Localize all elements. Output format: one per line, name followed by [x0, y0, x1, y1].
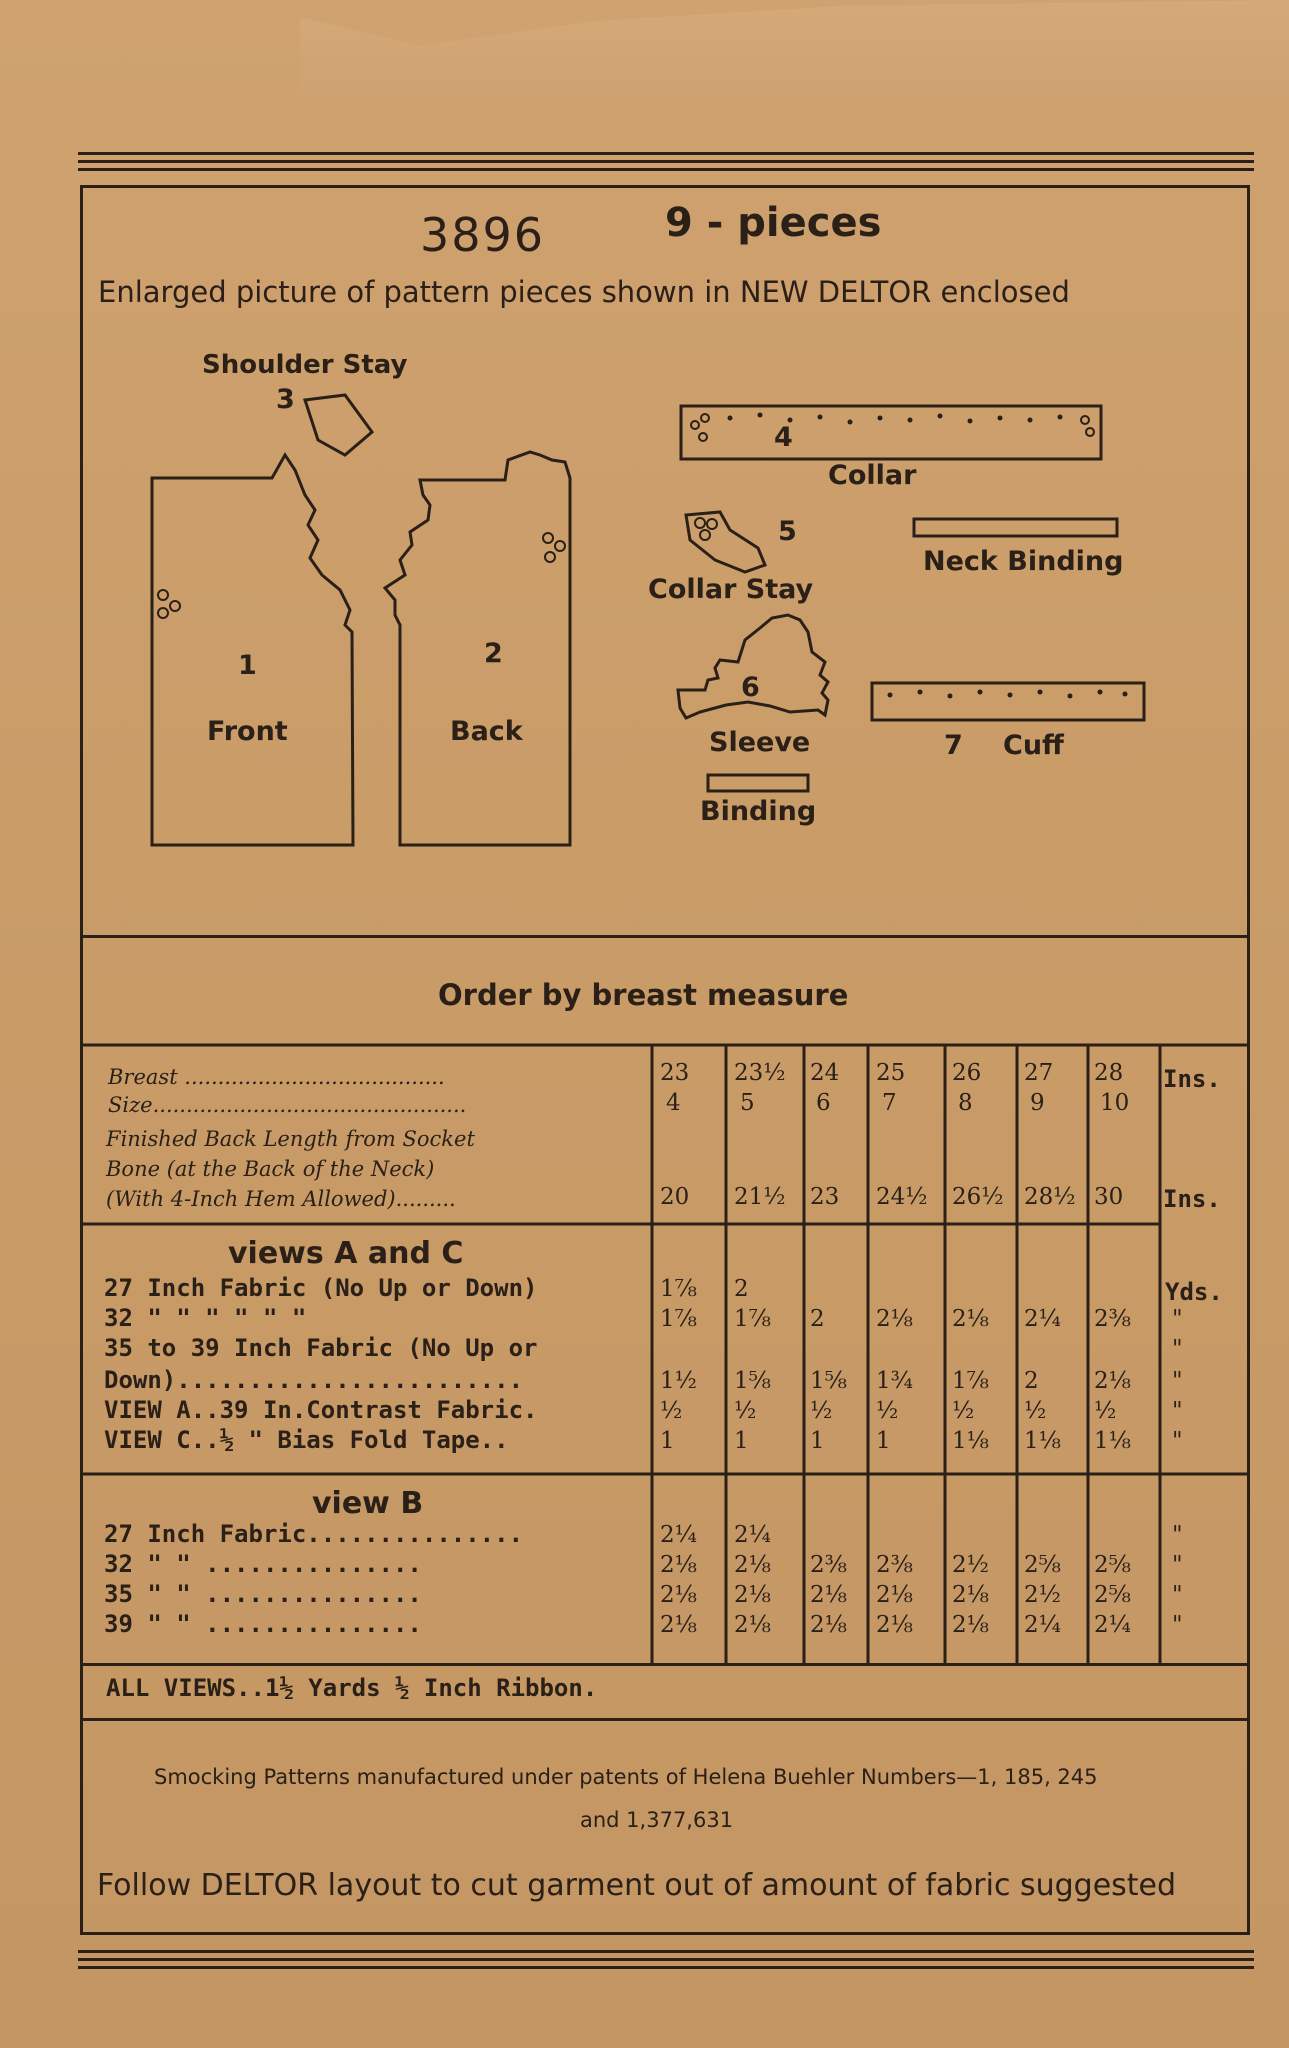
yardage-value: ½ [1024, 1398, 1047, 1424]
yardage-value: 1 [876, 1428, 891, 1454]
all-views-note: ALL VIEWS..1½ Yards ½ Inch Ribbon. [106, 1674, 598, 1702]
fabric-row-label: 32 " " " " " " [104, 1304, 307, 1332]
size-value: 4 [666, 1090, 681, 1116]
yardage-value: 1⅛ [1094, 1428, 1131, 1454]
yardage-value: 2⅛ [952, 1306, 989, 1332]
yardage-value: ½ [810, 1398, 833, 1424]
neck-binding-label: Neck Binding [923, 546, 1124, 577]
yardage-value: 1⅞ [660, 1306, 697, 1332]
yardage-value: 2⅛ [810, 1582, 847, 1608]
yardage-value: ½ [876, 1398, 899, 1424]
yardage-value: 2⅛ [876, 1612, 913, 1638]
fabric-row-label: 35 " " ............... [104, 1580, 422, 1608]
yardage-value: 1⅛ [1024, 1428, 1061, 1454]
shoulder-stay-number: 3 [276, 384, 295, 415]
breast-value: 26 [952, 1060, 982, 1086]
table-title: Order by breast measure [438, 978, 849, 1012]
cuff-label: Cuff [1003, 730, 1064, 761]
yardage-value: 2⅛ [660, 1612, 697, 1638]
yardage-value: 2¼ [1024, 1612, 1061, 1638]
yardage-value: 2½ [952, 1552, 989, 1578]
back-length-value: 20 [660, 1184, 690, 1210]
yardage-value: 2⅛ [734, 1552, 771, 1578]
yardage-value: ½ [734, 1398, 757, 1424]
yardage-value: 1 [734, 1428, 749, 1454]
ditto-mark: " [1172, 1612, 1183, 1638]
shoulder-stay-label: Shoulder Stay [202, 350, 408, 380]
back-label: Back [450, 716, 523, 747]
collar-label: Collar [828, 460, 917, 491]
yardage-value: 2 [810, 1306, 825, 1332]
yardage-value: 2⅝ [1094, 1582, 1131, 1608]
breast-value: 23 [660, 1060, 690, 1086]
yardage-value: ½ [952, 1398, 975, 1424]
breast-label: Breast ....................................... [108, 1065, 445, 1089]
yardage-value: 2⅛ [876, 1582, 913, 1608]
ditto-mark: " [1172, 1368, 1183, 1394]
yardage-value: 2⅛ [734, 1582, 771, 1608]
yardage-value: 2⅜ [810, 1552, 847, 1578]
fabric-row-label: 35 to 39 Inch Fabric (No Up or [104, 1334, 538, 1362]
yardage-value: 1⅝ [810, 1368, 847, 1394]
yardage-value: 2⅛ [660, 1582, 697, 1608]
subtitle: Enlarged picture of pattern pieces shown in NEW DELTOR enclosed [98, 275, 1070, 309]
breast-value: 25 [876, 1060, 906, 1086]
yardage-value: 1⅞ [952, 1368, 989, 1394]
back-length-value: 28½ [1024, 1184, 1076, 1210]
deltor-instruction: Follow DELTOR layout to cut garment out of amount of fabric suggested [97, 1868, 1177, 1903]
ditto-mark: " [1172, 1582, 1183, 1608]
yardage-value: 2⅛ [952, 1612, 989, 1638]
yardage-value: 1½ [660, 1368, 697, 1394]
yardage-value: 2 [734, 1276, 749, 1302]
back-length-value: 23 [810, 1184, 840, 1210]
fabric-row-label: 27 Inch Fabric............... [104, 1520, 524, 1548]
yardage-value: 2¼ [734, 1522, 771, 1548]
cuff-number: 7 [944, 730, 963, 761]
back-number: 2 [484, 638, 503, 669]
fabric-row-label: 32 " " ............... [104, 1550, 422, 1578]
pattern-number: 3896 [420, 208, 546, 262]
size-value: 6 [816, 1090, 831, 1116]
yardage-value: 2½ [1024, 1582, 1061, 1608]
yardage-value: 1⅞ [660, 1276, 697, 1302]
yardage-value: 2⅛ [952, 1582, 989, 1608]
ditto-mark: " [1172, 1552, 1183, 1578]
size-value: 7 [882, 1090, 897, 1116]
ditto-mark: " [1172, 1522, 1183, 1548]
size-value: 9 [1030, 1090, 1045, 1116]
views-ac-heading: views A and C [228, 1236, 464, 1271]
front-label: Front [207, 716, 288, 747]
sleeve-number: 6 [741, 672, 760, 703]
breast-value: 27 [1024, 1060, 1054, 1086]
binding-label: Binding [700, 796, 817, 827]
yardage-value: 2¼ [660, 1522, 697, 1548]
fabric-row-label: 39 " " ............... [104, 1610, 422, 1638]
yardage-value: 1⅞ [734, 1306, 771, 1332]
yardage-value: 2¼ [1024, 1306, 1061, 1332]
yardage-value: 2⅜ [876, 1552, 913, 1578]
view-b-heading: view B [312, 1486, 424, 1521]
patent-note: Smocking Patterns manufactured under patents of Helena Buehler Numbers—1, 185, 245 [154, 1765, 1098, 1789]
back-length-label-1: Finished Back Length from Socket [106, 1127, 475, 1151]
fabric-row-label: VIEW A..39 In.Contrast Fabric. [104, 1396, 538, 1424]
yardage-value: 2⅛ [660, 1552, 697, 1578]
yardage-value: 1¾ [876, 1368, 913, 1394]
fabric-row-label: 27 Inch Fabric (No Up or Down) [104, 1274, 538, 1302]
yardage-value: 2⅛ [876, 1306, 913, 1332]
yardage-value: 1⅛ [952, 1428, 989, 1454]
fabric-row-label: Down)........................ [104, 1366, 524, 1394]
yardage-value: 2⅝ [1094, 1552, 1131, 1578]
yardage-value: 1⅝ [734, 1368, 771, 1394]
fabric-row-label: VIEW C..½ " Bias Fold Tape.. [104, 1426, 509, 1454]
yardage-value: 2 [1024, 1368, 1039, 1394]
ditto-mark: " [1172, 1398, 1183, 1424]
yardage-value: 2⅛ [1094, 1368, 1131, 1394]
back-length-value: 30 [1094, 1184, 1124, 1210]
yardage-value: 2⅝ [1024, 1552, 1061, 1578]
yardage-value: 2⅛ [734, 1612, 771, 1638]
ditto-mark: " [1172, 1428, 1183, 1454]
yards-unit: Yds. [1165, 1278, 1223, 1306]
size-value: 5 [740, 1090, 755, 1116]
breast-value: 24 [810, 1060, 840, 1086]
yardage-value: ½ [660, 1398, 683, 1424]
front-number: 1 [238, 650, 257, 681]
breast-value: 28 [1094, 1060, 1124, 1086]
size-value: 8 [958, 1090, 973, 1116]
ditto-mark: " [1172, 1336, 1183, 1362]
size-value: 10 [1100, 1090, 1130, 1116]
yardage-value: 1 [660, 1428, 675, 1454]
inches-unit: Ins. [1163, 1185, 1221, 1213]
back-length-label-3: (With 4-Inch Hem Allowed)......... [106, 1187, 456, 1211]
patent-note-2: and 1,377,631 [580, 1808, 734, 1832]
back-length-value: 24½ [876, 1184, 928, 1210]
collar-number: 4 [774, 422, 793, 453]
size-label: Size............................................... [108, 1093, 467, 1117]
yardage-value: 1 [810, 1428, 825, 1454]
collar-stay-number: 5 [778, 516, 797, 547]
ditto-mark: " [1172, 1306, 1183, 1332]
yardage-value: ½ [1094, 1398, 1117, 1424]
back-length-value: 21½ [734, 1184, 786, 1210]
yardage-value: 2⅜ [1094, 1306, 1131, 1332]
yardage-value: 2¼ [1094, 1612, 1131, 1638]
pieces-count: 9 - pieces [665, 200, 882, 246]
back-length-value: 26½ [952, 1184, 1004, 1210]
yardage-value: 2⅛ [810, 1612, 847, 1638]
inches-unit: Ins. [1163, 1065, 1221, 1093]
back-length-label-2: Bone (at the Back of the Neck) [106, 1157, 435, 1181]
collar-stay-label: Collar Stay [648, 574, 814, 605]
breast-value: 23½ [734, 1060, 786, 1086]
sleeve-label: Sleeve [709, 727, 811, 758]
